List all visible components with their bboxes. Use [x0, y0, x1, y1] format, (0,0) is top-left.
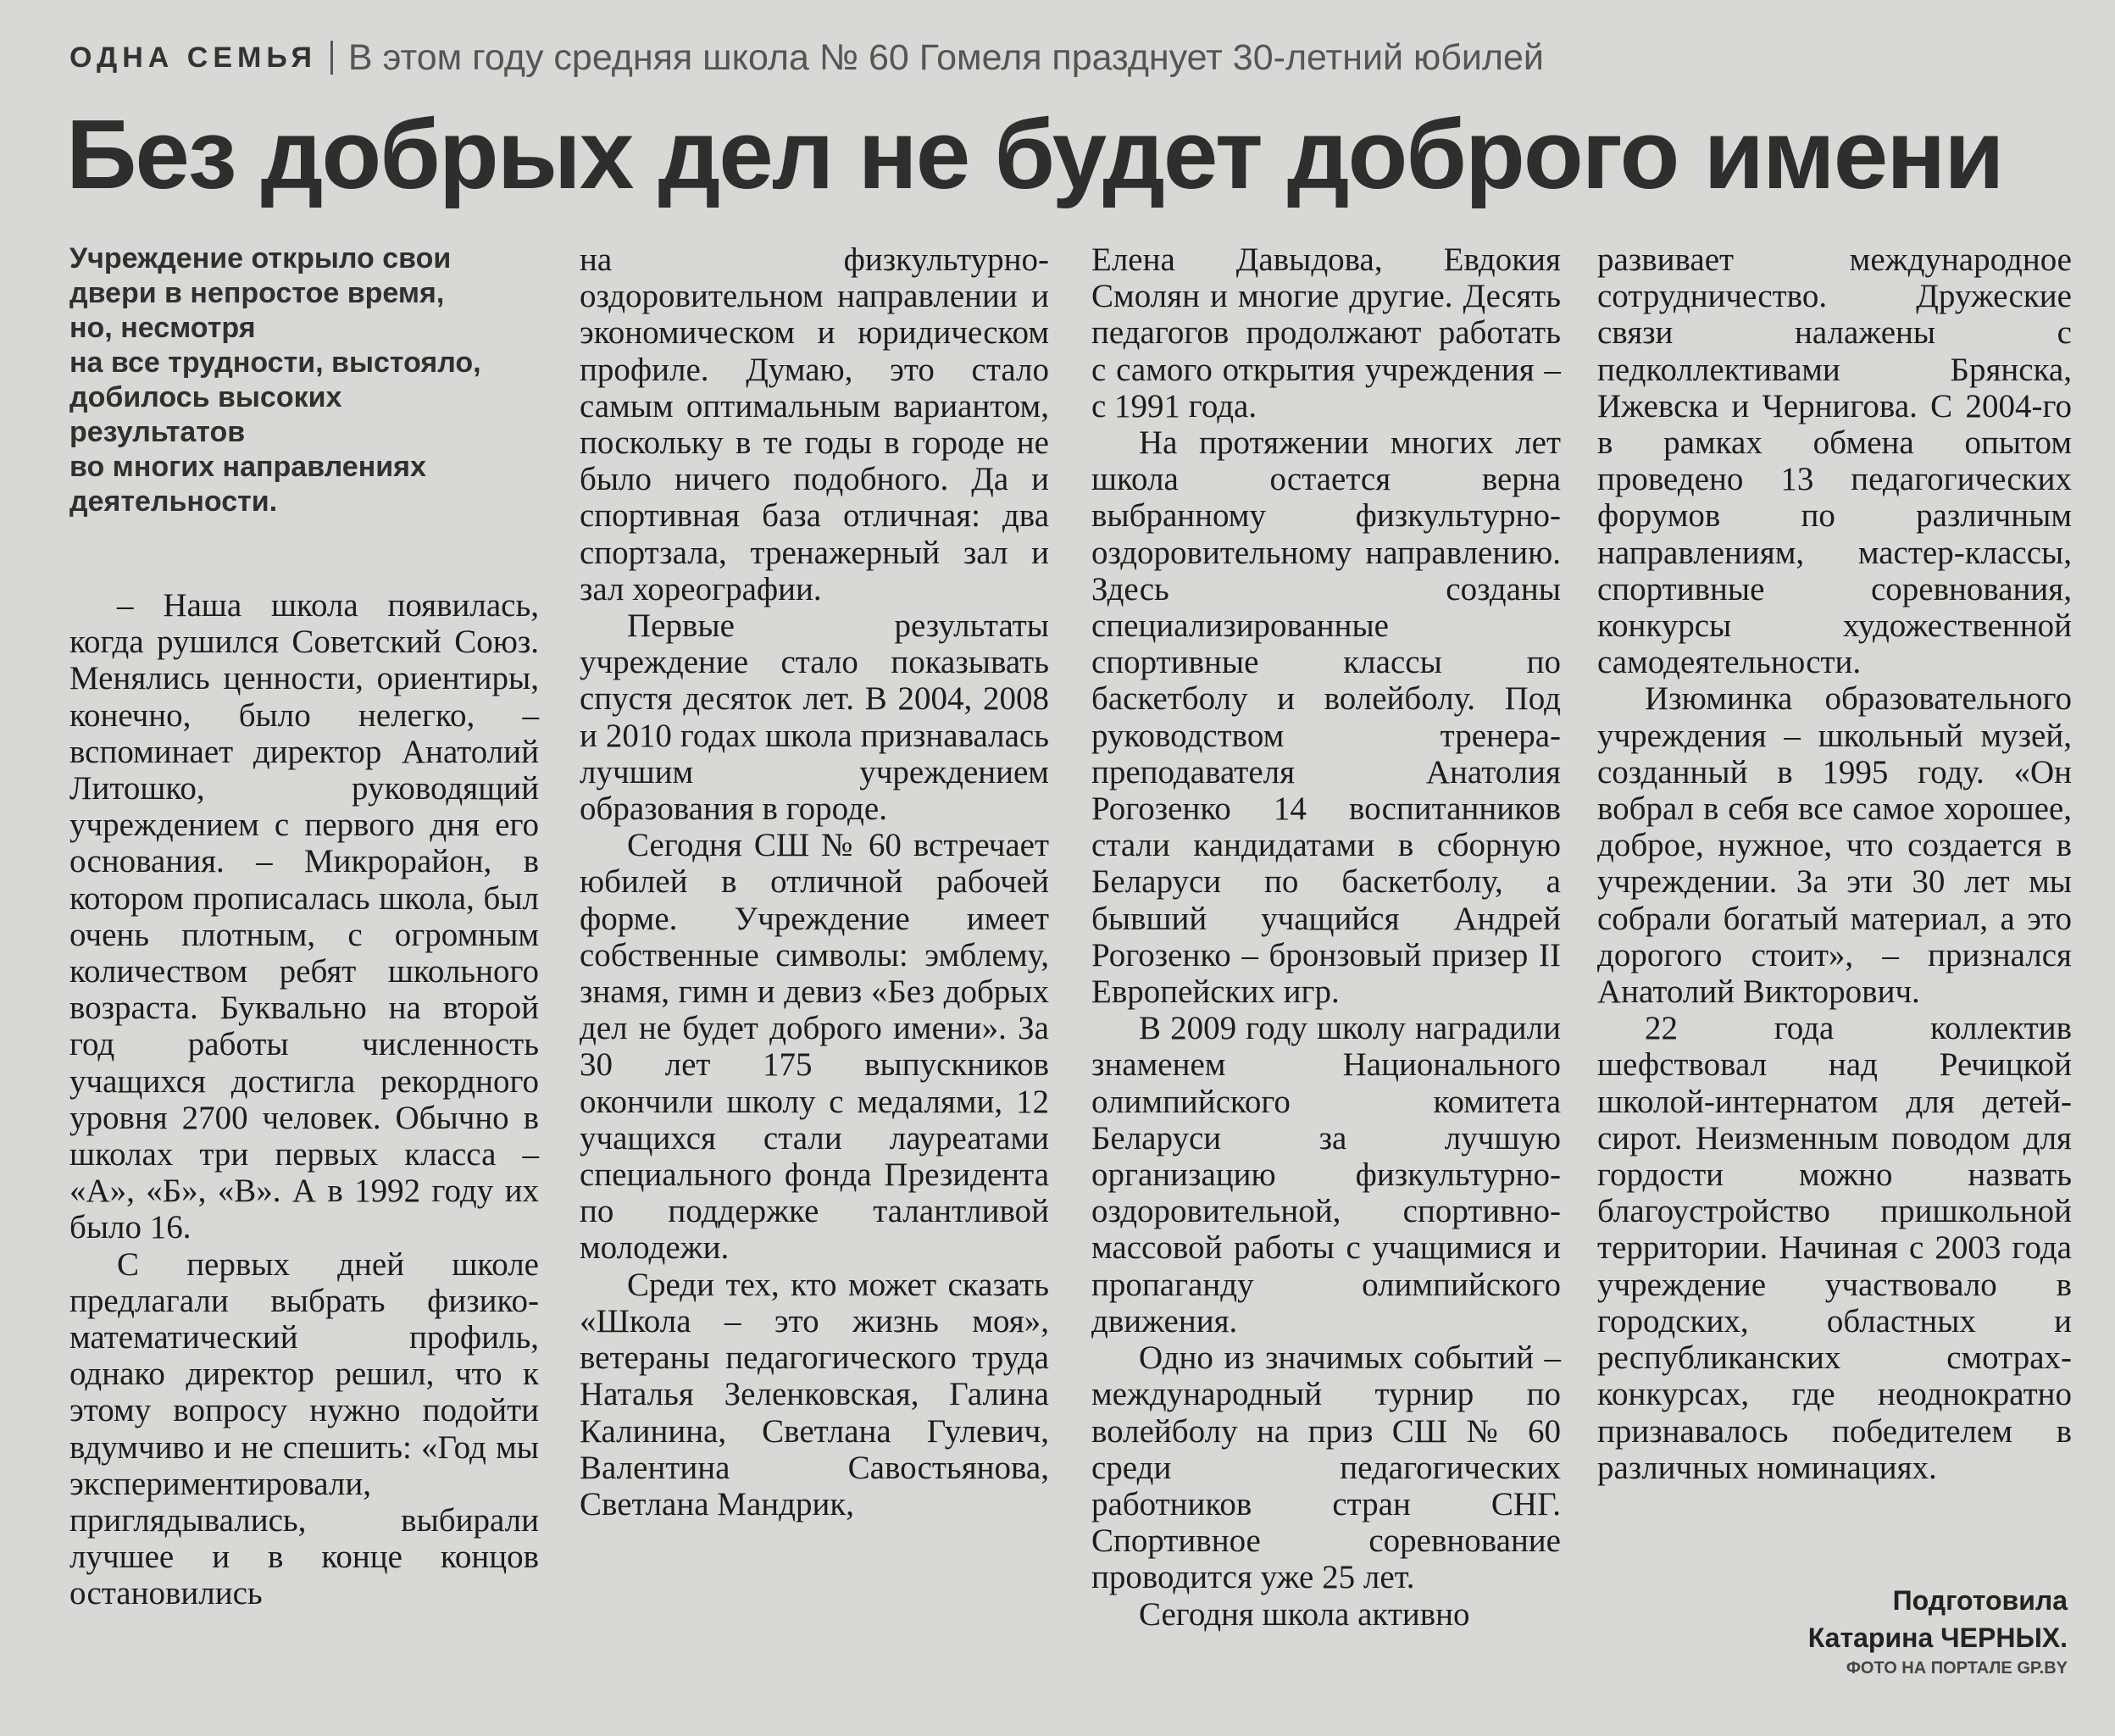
paragraph: Елена Давыдова, Евдокия Смолян и многие другие. Десять педагогов продолжают работать с самого открытия учреждения – с 1991 года. [1091, 241, 1561, 424]
paragraph: Изюминка образовательного учреждения – школьный музей, созданный в 1995 году. «Он вобрал в себя все самое хорошее, доброе, нужное, что создается в учреждении. За эти 30 лет мы собрали богатый материал, а это дорогого стоит», – признался Анатолий Викторович. [1597, 680, 2072, 1011]
lead-line: во многих направлениях [69, 451, 426, 483]
credit-prepared-by: Подготовила [1892, 1585, 2068, 1616]
lead-line: деятельности. [69, 485, 278, 518]
lead-line: на все трудности, выстояло, [69, 347, 481, 379]
article-column-3 [1091, 241, 1561, 1633]
paragraph: Среди тех, кто может сказать «Школа – это жизнь моя», ветераны педагогического труда Наталья Зеленковская, Галина Калинина, Светлана Гулевич, Валентина Савостьянова, Светлана Мандрик, [580, 1266, 1049, 1522]
paragraph: С первых дней школе предлагали выбрать физико-математический профиль, однако директор решил, что к этому вопросу нужно подойти вдумчиво и не спешить: «Год мы экспериментировали, приглядывались, выбирали лучшее и в конце концов остановились [69, 1245, 539, 1612]
paragraph: Сегодня школа активно [1139, 1595, 1470, 1633]
paragraph: В 2009 году школу наградили знаменем Национального олимпийского комитета Беларуси за лучшую организацию физкультурно-оздоровительной, спортивно-массовой работы с учащимися и пропаганду олимпийского движения. [1091, 1010, 1561, 1339]
lead-line: добилось высоких [69, 381, 342, 413]
paragraph: На протяжении многих лет школа остается верна выбранному физкультурно-оздоровительному направлению. Здесь созданы специализированные спортивные классы по баскетболу и волейболу. Под руководством тренера-преподавателя Анатолия Рогозенко 14 воспитанников стали кандидатами в сборную Беларуси по баскетболу, а бывший учащийся Андрей Рогозенко – бронзовый призер II Европейских игр. [1091, 424, 1561, 1011]
lead-line: результатов [69, 416, 246, 448]
article-headline: Без добрых дел не будет доброго имени [66, 99, 2003, 209]
photo-credit: ФОТО НА ПОРТАЛЕ GP.BY [1846, 1659, 2068, 1678]
article-column-1 [69, 241, 539, 1612]
author-credit [1808, 1582, 2068, 1680]
paragraph: на физкультурно-оздоровительном направлении и экономическом и юридическом профиле. Думаю, это стало самым оптимальным вариантом, поскольку в те годы в городе не было ничего подобного. Да и спортивная база отличная: два спортзала, тренажерный зал и зал хореографии. [580, 241, 1049, 607]
kicker-divider [330, 41, 333, 75]
lead-line: Учреждение открыло свои [69, 242, 452, 275]
paragraph: развивает международное сотрудничество. Дружеские связи налажены с педколлективами Брянска, Ижевска и Чернигова. С 2004-го в рамках обмена опытом проведено 13 педагогических форумов по различным направлениям, мастер-классы, спортивные соревнования, конкурсы художественной самодеятельности. [1597, 241, 2072, 681]
credit-author-name: Катарина ЧЕРНЫХ. [1807, 1622, 2068, 1653]
article-column-2 [580, 241, 1049, 1522]
paragraph: – Наша школа появилась, когда рушился Советский Союз. Менялись ценности, ориентиры, конечно, было нелегко, – вспоминает директор Анатолий Литошко, руководящий учреждением с первого дня его основания. – Микрорайон, в котором прописалась школа, был очень плотным, с огромным количеством ребят школьного возраста. Буквально на второй год работы численность учащихся достигла рекордного уровня 2700 человек. Обычно в школах три первых класса – «А», «Б», «В». А в 1992 году их было 16. [69, 587, 539, 1246]
paragraph: Одно из значимых событий – международный турнир по волейболу на приз СШ № 60 среди педагогических работников стран СНГ. Спортивное соревнование проводится уже 25 лет. [1091, 1339, 1561, 1596]
paragraph: Сегодня СШ № 60 встречает юбилей в отличной рабочей форме. Учреждение имеет собственные символы: эмблему, знамя, гимн и девиз «Без добрых дел не будет доброго имени». За 30 лет 175 выпускников окончили школу с медалями, 12 учащихся стали лауреатами специального фонда Президента по поддержке талантливой молодежи. [580, 827, 1049, 1267]
article-subtitle: В этом году средняя школа № 60 Гомеля празднует 30-летний юбилей [347, 36, 1544, 78]
paragraph: Первые результаты учреждение стало показывать спустя десяток лет. В 2004, 2008 и 2010 годах школа признавалась лучшим учреждением образования в городе. [580, 607, 1049, 828]
paragraph: 22 года коллектив шефствовал над Речицкой школой-интернатом для детей-сирот. Неизменным поводом для гордости можно назвать благоустройство пришкольной территории. Начиная с 2003 года учреждение участвовало в городских, областных и республиканских смотрах-конкурсах, где неоднократно признавалось победителем в различных номинациях. [1597, 1010, 2072, 1486]
article-kicker [69, 34, 1544, 81]
article-lead [69, 241, 539, 519]
lead-line: но, несмотря [69, 312, 256, 344]
rubric-label: ОДНА СЕМЬЯ [69, 41, 317, 74]
lead-line: двери в непростое время, [69, 277, 445, 309]
article-column-4 [1597, 241, 2072, 1486]
